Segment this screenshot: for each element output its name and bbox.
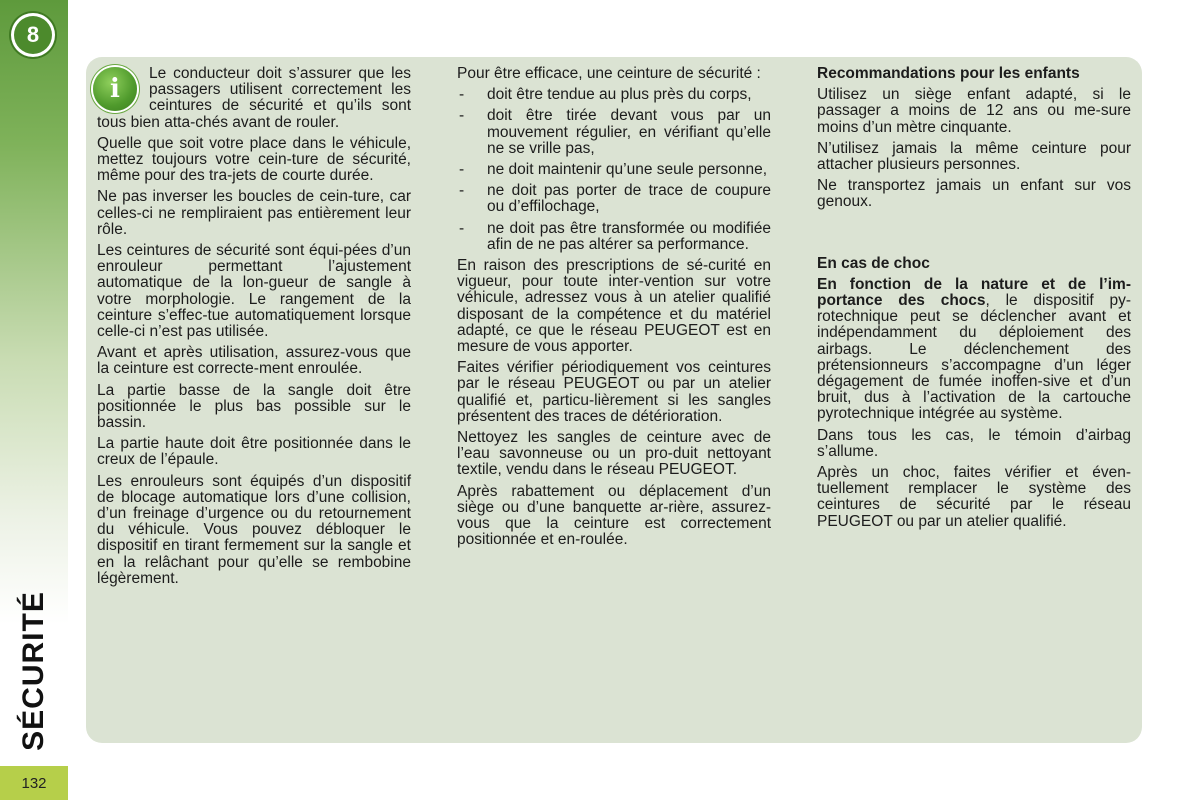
impact-heading: En cas de choc xyxy=(817,254,930,272)
paragraph: La partie basse de la sangle doit être positionnée le plus bas possible sur le bassin. xyxy=(97,381,411,432)
paragraph: Après rabattement ou déplacement d’un siège ou d’une banquette ar-rière, assurez-vous que la ceinture est correctement positionnée et en-roulée. xyxy=(457,482,771,549)
column-1 xyxy=(97,66,411,592)
paragraph: Avant et après utilisation, assurez-vous que la ceinture est correcte-ment enroulée. xyxy=(97,344,411,378)
children-heading: Recommandations pour les enfants xyxy=(817,65,1080,82)
paragraph: Nettoyez les sangles de ceinture avec de l’eau savonneuse ou un pro-duit nettoyant textile, vendu dans le réseau PEUGEOT. xyxy=(457,429,771,479)
paragraph: Ne pas inverser les boucles de cein-ture, car celles-ci ne rempliraient pas entièrement leur rôle. xyxy=(97,188,411,238)
impact-text: , le dispositif py-rotechnique peut se déclencher avant et indépendamment du déploiement des airbags. Le déclenchement des prétensionneurs s’accompagne d’un léger dégagement de fumée inoffen-sive et d’un bruit, dus à l’activation de la cartouche pyrotechnique intégrée au système. xyxy=(817,292,1131,423)
chapter-number-badge xyxy=(14,16,52,54)
paragraph: En raison des prescriptions de sé-curité en vigueur, pour toute inter-vention sur votre véhicule, adressez vous à un atelier qualifié disposant de la compétence et du matériel adapté, ce que le réseau PEUGEOT est en mesure de vous apporter. xyxy=(457,257,771,356)
paragraph: Les enrouleurs sont équipés d’un dispositif de blocage automatique lors d’une collision, d’un freinage d’urgence ou du retournement du véhicule. Vous pouvez débloquer le dispositif en tirant fermement sur la sangle et en la relâchant pour qu’elle se rembobine légèrement. xyxy=(97,472,411,587)
chapter-number: 8 xyxy=(26,22,40,47)
list-item: - ne doit pas être transformée ou modifiée afin de ne pas altérer sa performance. xyxy=(457,221,771,253)
paragraph: Ne transportez jamais un enfant sur vos genoux. xyxy=(817,177,1131,211)
list-intro: Pour être efficace, une ceinture de sécurité : xyxy=(457,65,761,82)
column-3 xyxy=(817,66,1131,535)
paragraph: Utilisez un siège enfant adapté, si le passager a moins de 12 ans ou me-sure moins d’un mètre cinquante. xyxy=(817,86,1131,136)
chapter-sidebar xyxy=(0,0,68,800)
paragraph: La partie haute doit être positionnée dans le creux de l’épaule. xyxy=(97,435,411,469)
list-item: - ne doit maintenir qu’une seule personne, xyxy=(457,162,771,178)
paragraph: Les ceintures de sécurité sont équi-pées d’un enrouleur permettant l’ajustement automatique de la lon-gueur de sangle à votre morphologie. Le rangement de la ceinture s’effec-tue automatiquement lorsque celle-ci n’est pas utilisée. xyxy=(97,242,411,341)
section-spacer xyxy=(817,216,1131,256)
info-icon xyxy=(93,67,137,111)
section-title: SÉCURITÉ xyxy=(17,591,50,751)
list-item: - doit être tendue au plus près du corps, xyxy=(457,87,771,103)
list-item: - ne doit pas porter de trace de coupure ou d’effilochage, xyxy=(457,183,771,215)
section-title-container xyxy=(12,591,56,751)
paragraph: Faites vérifier périodiquement vos ceintures par le réseau PEUGEOT ou par un atelier qualifié et, particu-lièrement si les sangles présentent des traces de détérioration. xyxy=(457,359,771,425)
paragraph: Le conducteur doit s’assurer que les passagers utilisent correctement les ceintures de sécurité et qu’ils sont tous bien atta-chés avant de rouler. xyxy=(97,65,411,131)
page-number: 132 xyxy=(21,774,47,792)
column-2 xyxy=(457,66,771,553)
paragraph: Quelle que soit votre place dans le véhicule, mettez toujours votre cein-ture de sécurité, même pour des tra-jets de courte durée. xyxy=(97,134,411,185)
requirements-list xyxy=(457,87,771,253)
list-item: - doit être tirée devant vous par un mouvement régulier, en vérifiant qu’elle ne se vrille pas, xyxy=(457,108,771,157)
page-number-box xyxy=(0,766,68,800)
impact-paragraph xyxy=(817,277,1131,423)
paragraph: Dans tous les cas, le témoin d’airbag s’allume. xyxy=(817,426,1131,460)
paragraph: Après un choc, faites vérifier et éven-tuellement remplacer le système des ceintures de sécurité par le réseau PEUGEOT ou par un atelier qualifié. xyxy=(817,464,1131,530)
info-icon-glyph: i xyxy=(110,73,120,104)
paragraph: N’utilisez jamais la même ceinture pour attacher plusieurs personnes. xyxy=(817,139,1131,174)
impact-bold-lead: En fonction de la nature et de l’im-portance des chocs xyxy=(817,275,1131,310)
